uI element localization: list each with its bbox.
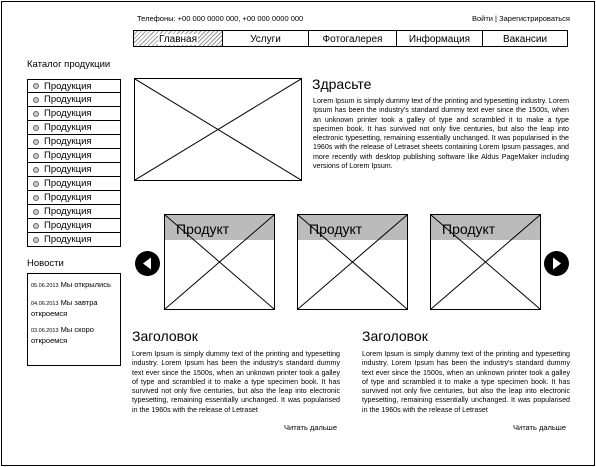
hero-title: Здрасьте — [312, 76, 372, 92]
news-date: 03.06.2013 — [31, 328, 59, 334]
catalog-item[interactable] — [27, 93, 121, 107]
article-title: Заголовок — [132, 328, 198, 344]
carousel-next-button[interactable] — [544, 251, 569, 276]
catalog-item[interactable] — [27, 107, 121, 121]
read-more-link[interactable]: Читать дальше — [284, 423, 337, 432]
bullet-icon — [33, 111, 39, 117]
bullet-icon — [33, 125, 39, 131]
bullet-icon — [33, 139, 39, 145]
nav-label: Вакансии — [502, 33, 548, 45]
nav-label: Главная — [158, 33, 198, 45]
nav-item-jobs[interactable] — [483, 31, 567, 46]
catalog-item-label: Продукция — [44, 94, 92, 105]
carousel-prev-button[interactable] — [135, 251, 160, 276]
bullet-icon — [33, 83, 39, 89]
article-text: Lorem Ipsum is simply dummy text of the printing and typesetting industry. Lorem Ipsum has been the industry's standard dummy text ever since the 1500s, when an unknown printer took a galley of type and scrambled it to make a type specimen book. It has survived not only five centuries, but also the leap into electronic typesetting, remaining essentially unchanged. It was popularised in the 1960s with the release of Letraset — [362, 350, 570, 414]
catalog-item-label: Продукция — [44, 150, 92, 161]
catalog-item[interactable] — [27, 233, 121, 247]
bullet-icon — [33, 181, 39, 187]
nav-item-services[interactable] — [223, 31, 309, 46]
news-box — [27, 273, 121, 366]
news-text: Мы завтра откроемся — [31, 298, 98, 318]
catalog-item-label: Продукция — [44, 136, 92, 147]
catalog-item-label: Продукция — [44, 164, 92, 175]
nav-label: Информация — [408, 33, 471, 45]
bullet-icon — [33, 167, 39, 173]
auth-links[interactable]: Войти | Зарегистрироваться — [471, 14, 570, 23]
news-item[interactable] — [31, 325, 118, 345]
article-text: Lorem Ipsum is simply dummy text of the printing and typesetting industry. Lorem Ipsum has been the industry's standard dummy text ever since the 1500s, when an unknown printer took a galley of type and scrambled it to make a type specimen book. It has survived not only five centuries, but also the leap into electronic typesetting, remaining essentially unchanged. It was popularised in the 1960s with the release of Letraset — [132, 350, 340, 414]
catalog-item[interactable] — [27, 149, 121, 163]
catalog-title: Каталог продукции — [27, 59, 111, 70]
product-card[interactable] — [430, 214, 541, 310]
product-label: Продукт — [442, 221, 496, 237]
main-nav — [133, 30, 568, 47]
news-text: Мы открылись — [60, 280, 111, 289]
bullet-icon — [33, 223, 39, 229]
bullet-icon — [33, 209, 39, 215]
catalog-item-label: Продукция — [44, 122, 92, 133]
nav-item-info[interactable] — [397, 31, 483, 46]
read-more-link[interactable]: Читать дальше — [513, 423, 566, 432]
news-text: Мы скоро откроемся — [31, 325, 94, 345]
catalog-item[interactable] — [27, 177, 121, 191]
article-title: Заголовок — [362, 328, 428, 344]
product-card[interactable] — [164, 214, 275, 310]
product-label: Продукт — [309, 221, 363, 237]
news-title: Новости — [27, 258, 64, 269]
news-date: 04.06.2013 — [31, 301, 59, 307]
catalog-item[interactable] — [27, 163, 121, 177]
catalog-item-label: Продукция — [44, 220, 92, 231]
catalog-item-label: Продукция — [44, 234, 92, 245]
catalog-item-label: Продукция — [44, 108, 92, 119]
header-phones: Телефоны: +00 000 0000 000, +00 000 0000 000 — [137, 14, 304, 23]
catalog-item[interactable] — [27, 79, 121, 93]
catalog-item[interactable] — [27, 219, 121, 233]
hero-image-placeholder — [134, 78, 302, 181]
catalog-list — [27, 79, 121, 247]
nav-label: Услуги — [250, 33, 281, 45]
catalog-item-label: Продукция — [44, 80, 92, 92]
catalog-item-label: Продукция — [44, 192, 92, 203]
catalog-item[interactable] — [27, 205, 121, 219]
nav-label: Фотогалерея — [322, 33, 383, 45]
arrow-right-icon — [544, 251, 569, 276]
image-placeholder-icon — [135, 79, 301, 180]
news-item[interactable] — [31, 280, 118, 291]
hero-text: Lorem Ipsum is simply dummy text of the printing and typesetting industry. Lorem Ipsum has been the industry's standard dummy text ever since the 1500s, when an unknown printer took a galley of type and scrambled it to make a type specimen book. It has survived not only five centuries, but also the leap into electronic typesetting, remaining essentially unchanged. It was popularised in the 1960s with the release of Letraset sheets containing Lorem Ipsum passages, and more recently with desktop publishing software like Aldus PageMaker including versions of Lorem Ipsum. — [313, 97, 569, 171]
news-date: 05.06.2013 — [31, 283, 59, 289]
news-item[interactable] — [31, 298, 118, 318]
bullet-icon — [33, 195, 39, 201]
catalog-item[interactable] — [27, 121, 121, 135]
catalog-item[interactable] — [27, 135, 121, 149]
bullet-icon — [33, 97, 39, 103]
bullet-icon — [33, 237, 39, 243]
bullet-icon — [33, 153, 39, 159]
arrow-left-icon — [135, 251, 160, 276]
catalog-item[interactable] — [27, 191, 121, 205]
product-label: Продукт — [176, 221, 230, 237]
nav-item-gallery[interactable] — [309, 31, 397, 46]
catalog-item-label: Продукция — [44, 206, 92, 217]
product-card[interactable] — [297, 214, 408, 310]
catalog-item-label: Продукция — [44, 178, 92, 189]
nav-item-home[interactable] — [134, 31, 223, 46]
